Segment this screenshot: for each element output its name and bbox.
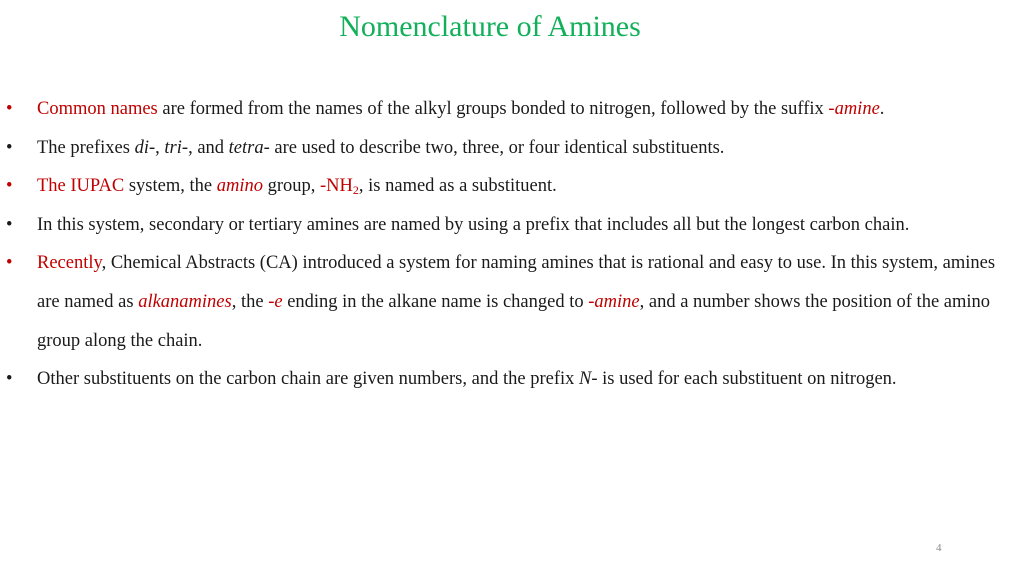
bullet-common-names [0, 90, 1024, 129]
bullet-text: , the [231, 291, 269, 312]
term-amine: -amine [588, 291, 640, 312]
bullet-dot: • [6, 99, 13, 119]
bullet-iupac [0, 167, 1024, 206]
term-alkanamines: alkanamines [138, 291, 232, 312]
bullet-text: In this system, secondary or tertiary amines are named by using a prefix that includes all but the longest carbon chain. [37, 214, 910, 235]
suffix-amine: -amine [828, 99, 880, 119]
bullet-text: . [879, 99, 885, 119]
prefix-di: di [134, 137, 149, 158]
bullet-text: ending in the alkane name is changed to [282, 291, 589, 312]
bullet-dot: • [6, 176, 13, 197]
prefix-n: N [579, 369, 592, 390]
bullet-text: The prefixes [37, 137, 135, 158]
highlight-iupac: The IUPAC [37, 176, 125, 197]
bullet-text: group, [262, 176, 320, 197]
prefix-tetra: tetra [228, 137, 264, 158]
formula-nh2 [320, 176, 359, 196]
formula-nh: -NH [320, 176, 353, 197]
bullet-prefixes [0, 129, 1024, 168]
formula-subscript: 2 [352, 183, 359, 198]
term-amino: amino [216, 176, 263, 197]
bullet-list [0, 90, 1024, 399]
bullet-text: are formed from the names of the alkyl groups bonded to nitrogen, followed by the suffix [157, 99, 829, 119]
bullet-secondary-tertiary [0, 206, 1024, 245]
bullet-text: system, the [124, 176, 217, 197]
bullet-text: -, [149, 137, 165, 158]
bullet-text: , is named as a substituent. [358, 176, 557, 197]
bullet-chemical-abstracts [0, 244, 1024, 360]
bullet-text: - is used for each substituent on nitrogen. [591, 369, 897, 390]
bullet-text: -, and [181, 137, 229, 158]
page-number: 4 [936, 542, 942, 554]
bullet-text: , Chemical Abstracts (CA) introduced a system for naming amines that is rational and easy to use. In this system, amines are named as [37, 253, 996, 312]
term-e-ending: -e [268, 291, 283, 312]
prefix-tri: tri [164, 137, 182, 158]
bullet-other-substituents [0, 360, 1024, 399]
highlight-common-names: Common names [37, 99, 158, 119]
slide-title: Nomenclature of Amines [339, 10, 641, 43]
bullet-dot: • [6, 253, 13, 274]
bullet-dot: • [6, 369, 13, 390]
bullet-dot: • [6, 214, 13, 235]
bullet-text: - are used to describe two, three, or four identical substituents. [263, 137, 725, 158]
bullet-text: , and a number shows the position of the amino group along the chain. [37, 291, 991, 351]
bullet-dot: • [6, 137, 13, 158]
bullet-text: Other substituents on the carbon chain are given numbers, and the prefix [37, 369, 579, 390]
highlight-recently: Recently [37, 253, 102, 274]
